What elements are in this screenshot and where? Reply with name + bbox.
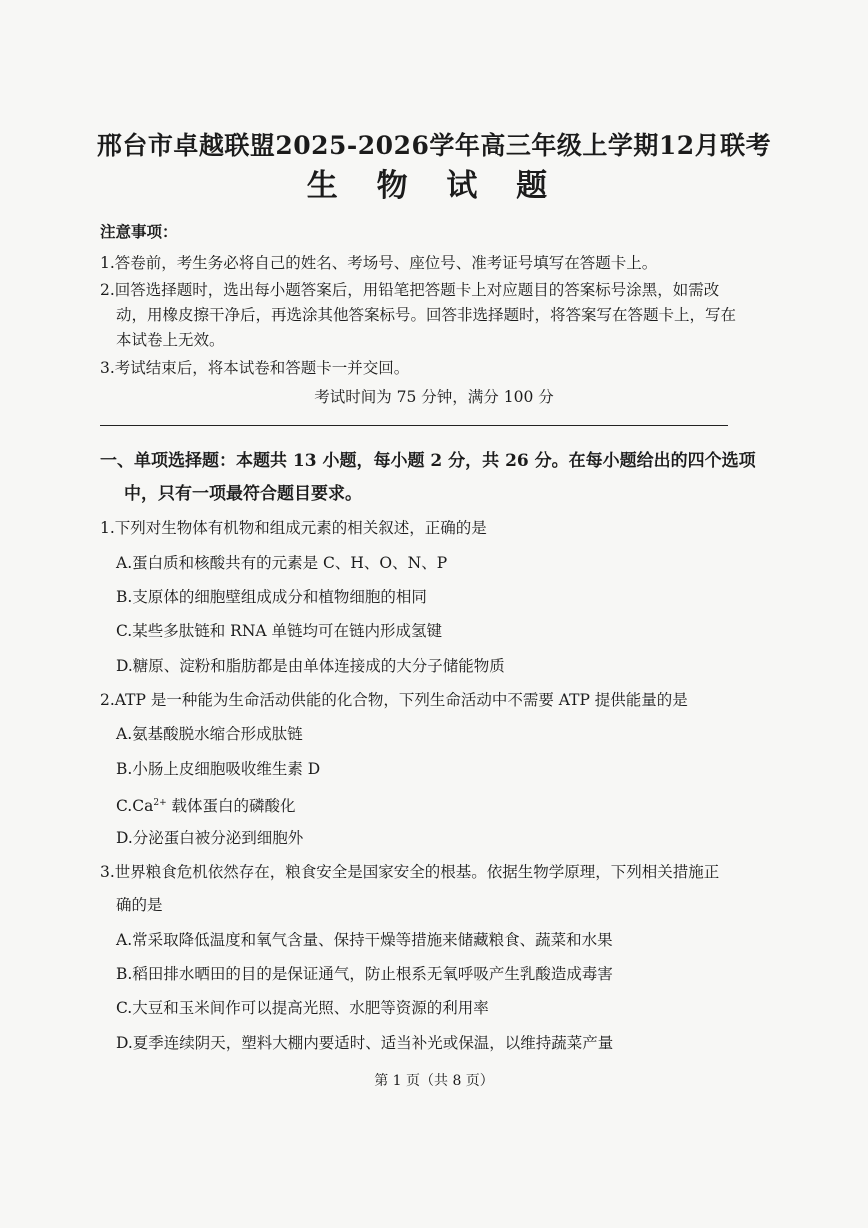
subject-title: 生 物 试 题 xyxy=(306,168,562,204)
question-stem: 1.下列对生物体有机物和组成元素的相关叙述，正确的是 xyxy=(100,519,487,537)
option-c-text: 载体蛋白的磷酸化 xyxy=(166,797,296,816)
notice-item: 本试卷上无效。 xyxy=(116,331,225,349)
question-option: C.大豆和玉米间作可以提高光照、水肥等资源的利用率 xyxy=(116,999,489,1017)
question-option: D.糖原、淀粉和脂肪都是由单体连接成的大分子储能物质 xyxy=(116,657,505,675)
divider xyxy=(100,425,728,426)
question-option: B.小肠上皮细胞吸收维生素 D xyxy=(116,760,321,778)
question-stem: 3.世界粮食危机依然存在，粮食安全是国家安全的根基。依据生物学原理，下列相关措施正 xyxy=(100,863,720,881)
notice-item: 动，用橡皮擦干净后，再选涂其他答案标号。回答非选择题时，将答案写在答题卡上，写在 xyxy=(116,306,737,324)
question-stem-cont: 确的是 xyxy=(116,896,163,914)
page-number: 第 1 页（共 8 页） xyxy=(374,1073,494,1089)
section-heading: 一、单项选择题：本题共 13 小题，每小题 2 分，共 26 分。在每小题给出的四个选项 xyxy=(100,451,756,471)
question-option: A.常采取降低温度和氧气含量、保持干燥等措施来储藏粮食、蔬菜和水果 xyxy=(116,931,613,949)
question-option: B.稻田排水晒田的目的是保证通气，防止根系无氧呼吸产生乳酸造成毒害 xyxy=(116,965,613,983)
question-option: D.夏季连续阴天，塑料大棚内要适时、适当补光或保温，以维持蔬菜产量 xyxy=(116,1034,614,1052)
exam-info: 考试时间为 75 分钟，满分 100 分 xyxy=(314,388,554,406)
notice-item: 1.答卷前，考生务必将自己的姓名、考场号、座位号、准考证号填写在答题卡上。 xyxy=(100,254,658,272)
notice-item: 3.考试结束后，将本试卷和答题卡一并交回。 xyxy=(100,359,410,377)
notice-heading: 注意事项： xyxy=(100,222,178,241)
question-option-c xyxy=(116,793,296,816)
notice-item: 2.回答选择题时，选出每小题答案后，用铅笔把答题卡上对应题目的答案标号涂黑，如需改 xyxy=(100,281,720,299)
question-option: A.蛋白质和核酸共有的元素是 C、H、O、N、P xyxy=(116,554,448,572)
exam-title: 邢台市卓越联盟2025-2026学年高三年级上学期12月联考 xyxy=(96,131,772,160)
question-option: C.某些多肽链和 RNA 单链均可在链内形成氢键 xyxy=(116,622,443,640)
question-option: A.氨基酸脱水缩合形成肽链 xyxy=(116,725,303,743)
question-option: B.支原体的细胞壁组成成分和植物细胞的相同 xyxy=(116,588,427,606)
question-option: D.分泌蛋白被分泌到细胞外 xyxy=(116,829,304,847)
section-heading-cont: 中，只有一项最符合题目要求。 xyxy=(124,484,362,504)
option-c-prefix: C.Ca xyxy=(116,797,154,816)
option-c-superscript: 2+ xyxy=(153,798,167,808)
question-stem: 2.ATP 是一种能为生命活动供能的化合物，下列生命活动中不需要 ATP 提供能量的是 xyxy=(100,691,688,709)
